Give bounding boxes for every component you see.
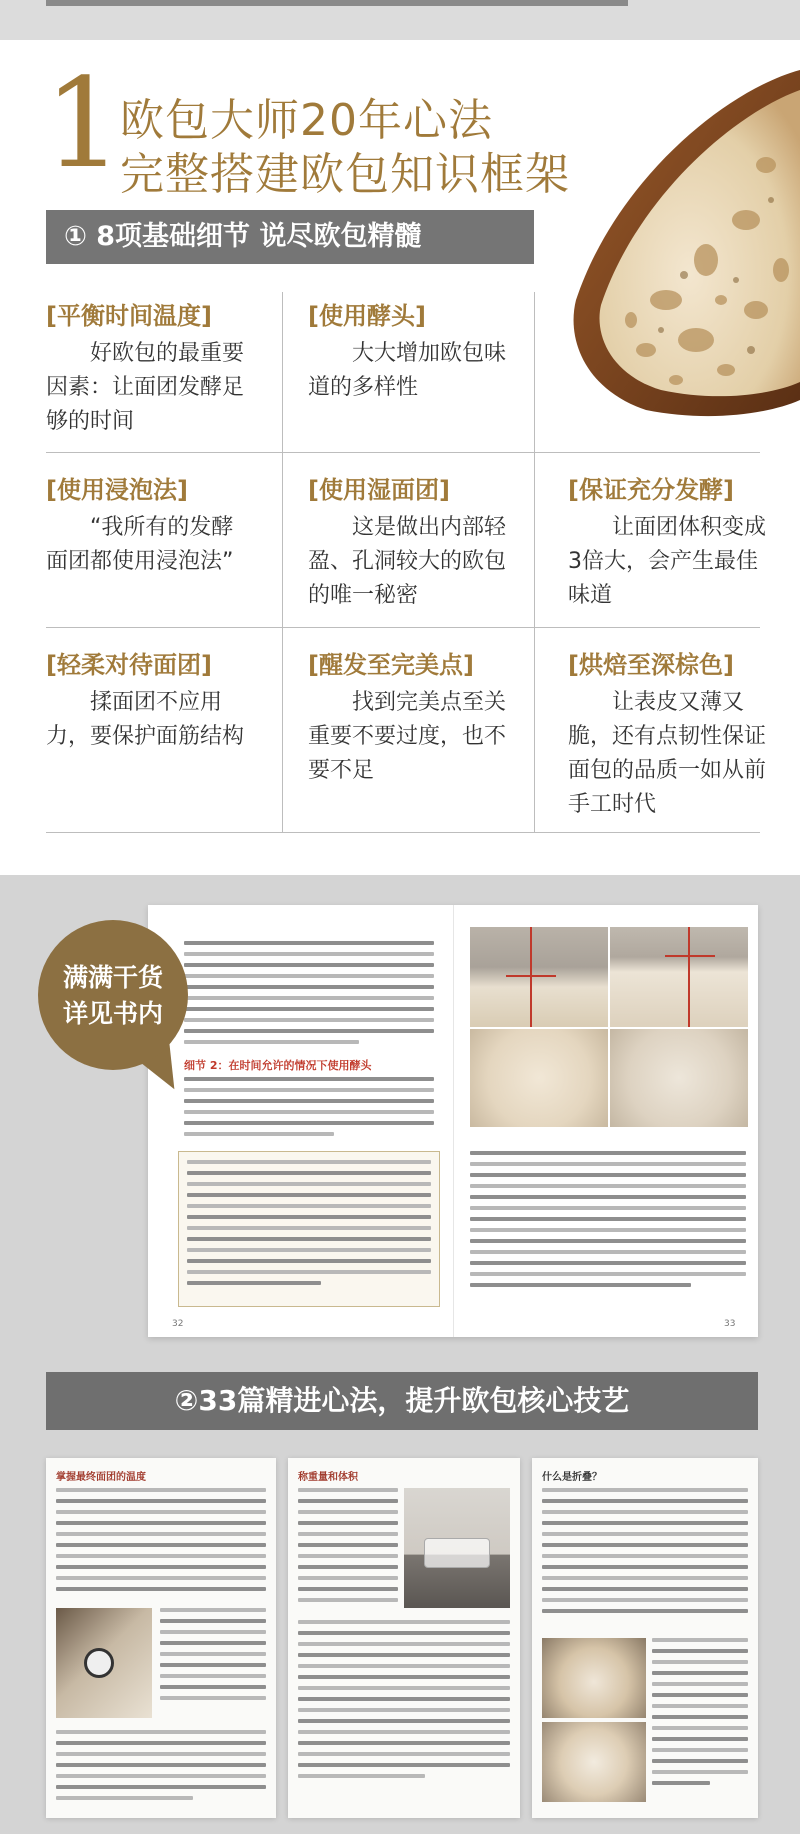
text-line	[187, 1226, 431, 1230]
text-line	[160, 1652, 266, 1656]
text-line	[298, 1576, 398, 1580]
text-line	[298, 1686, 510, 1690]
text-line	[542, 1554, 748, 1558]
text-line	[470, 1173, 746, 1177]
text-line	[184, 996, 434, 1000]
dough-photo-4	[610, 1029, 748, 1127]
text-line	[470, 1162, 746, 1166]
text-line	[56, 1543, 266, 1547]
badge-line-2: 详见书内	[62, 999, 163, 1028]
text-line	[187, 1281, 321, 1285]
text-line	[56, 1565, 266, 1569]
spread-heading: 称重量和体积	[298, 1472, 358, 1483]
left-page-text-mid	[184, 1077, 434, 1143]
tip-proof-perfect	[308, 645, 546, 788]
text-line	[542, 1499, 748, 1503]
tip-desc: 找到完美点至关重要不要过度，也不要不足	[308, 690, 507, 783]
text-line	[56, 1741, 266, 1745]
text-line	[187, 1248, 431, 1252]
text-line	[298, 1653, 510, 1657]
spread-text	[56, 1488, 266, 1598]
text-line	[652, 1693, 748, 1697]
text-line	[542, 1598, 748, 1602]
folding-photo-1	[542, 1638, 646, 1718]
headline-line-2: 完整搭建欧包知识框架	[120, 149, 570, 200]
text-line	[470, 1206, 746, 1210]
left-page-text-top	[184, 941, 434, 1051]
text-line	[187, 1270, 431, 1274]
badge-line-1: 满满干货	[62, 963, 163, 992]
text-line	[56, 1510, 266, 1514]
text-line	[184, 1040, 359, 1044]
folding-photo-2	[542, 1722, 646, 1802]
text-line	[298, 1521, 398, 1525]
text-line	[652, 1748, 748, 1752]
text-line	[187, 1182, 431, 1186]
text-line	[56, 1532, 266, 1536]
top-strip	[0, 0, 800, 40]
text-line	[542, 1543, 748, 1547]
text-line	[298, 1499, 398, 1503]
text-line	[652, 1660, 748, 1664]
text-line	[298, 1774, 425, 1778]
text-line	[184, 1088, 434, 1092]
measure-line	[665, 955, 715, 957]
text-line	[542, 1587, 748, 1591]
spread-text-bottom	[298, 1620, 510, 1785]
text-line	[56, 1763, 266, 1767]
text-line	[298, 1532, 398, 1536]
dough-photo-3	[470, 1029, 608, 1127]
subheading-basics: ① 8项基础细节 说尽欧包精髓	[46, 210, 534, 264]
tip-use-preferment	[308, 296, 546, 405]
text-line	[652, 1671, 748, 1675]
water-container	[424, 1538, 490, 1568]
spread-heading: 掌握最终面团的温度	[56, 1472, 146, 1483]
page-gutter	[453, 905, 454, 1337]
tip-gentle-handling	[46, 645, 284, 754]
text-line	[542, 1532, 748, 1536]
tip-desc: 大大增加欧包味道的多样性	[308, 341, 507, 400]
page-number-left: 32	[172, 1319, 184, 1329]
dough-photo-2	[610, 927, 748, 1027]
text-line	[56, 1554, 266, 1558]
text-line	[298, 1488, 398, 1492]
spread-heading: 什么是折叠？	[542, 1472, 602, 1483]
subheading-techniques: ②33篇精进心法，提升欧包核心技艺	[46, 1372, 758, 1430]
measure-tape	[530, 927, 532, 1027]
text-line	[298, 1719, 510, 1723]
text-line	[298, 1620, 510, 1624]
text-line	[184, 985, 434, 989]
headline-line-1: 欧包大师20年心法	[120, 95, 493, 146]
tip-title: [平衡时间温度]	[46, 302, 212, 330]
text-line	[56, 1796, 193, 1800]
text-line	[56, 1521, 266, 1525]
text-line	[56, 1730, 266, 1734]
text-line	[470, 1261, 746, 1265]
text-line	[187, 1171, 431, 1175]
text-line	[56, 1587, 266, 1591]
text-line	[187, 1193, 431, 1197]
tip-desc: 好欧包的最重要因素：让面团发酵足够的时间	[46, 341, 245, 434]
text-line	[652, 1781, 710, 1785]
text-line	[470, 1228, 746, 1232]
text-line	[542, 1510, 748, 1514]
tip-desc: 揉面团不应用力，要保护面筋结构	[46, 690, 245, 749]
grid-divider-h1	[46, 452, 760, 453]
text-line	[56, 1785, 266, 1789]
grid-divider-h2	[46, 627, 760, 628]
text-line	[298, 1554, 398, 1558]
spread-temperature	[46, 1458, 276, 1818]
text-line	[187, 1215, 431, 1219]
text-line	[187, 1204, 431, 1208]
text-line	[160, 1696, 266, 1700]
tip-title: [醒发至完美点]	[308, 651, 474, 679]
text-line	[160, 1641, 266, 1645]
text-line	[542, 1521, 748, 1525]
spread-text-side	[160, 1608, 266, 1707]
thermometer-dial	[84, 1648, 114, 1678]
tip-title: [使用浸泡法]	[46, 476, 188, 504]
tip-title: [使用酵头]	[308, 302, 426, 330]
tip-bake-dark-brown	[568, 645, 768, 822]
bread-loaf-image	[556, 70, 800, 420]
book-spread-preview	[148, 905, 758, 1337]
text-line	[160, 1630, 266, 1634]
text-line	[298, 1752, 510, 1756]
text-line	[652, 1737, 748, 1741]
text-line	[542, 1576, 748, 1580]
text-line	[542, 1488, 748, 1492]
tip-soaker-method	[46, 470, 284, 579]
tip-balance-time-temp	[46, 296, 284, 439]
right-page-text	[470, 1151, 746, 1294]
text-line	[184, 1099, 434, 1103]
spread-text-side	[652, 1638, 748, 1792]
text-line	[298, 1631, 510, 1635]
tip-wet-dough	[308, 470, 546, 613]
spread-folding	[532, 1458, 758, 1818]
tip-desc: 这是做出内部轻盈、孔洞较大的欧包的唯一秘密	[308, 515, 507, 608]
text-line	[470, 1239, 746, 1243]
sidebar-note-box	[178, 1151, 440, 1307]
text-line	[187, 1259, 431, 1263]
dough-photo-1	[470, 927, 608, 1027]
text-line	[652, 1649, 748, 1653]
text-line	[184, 1018, 434, 1022]
text-line	[298, 1598, 398, 1602]
text-line	[470, 1184, 746, 1188]
spread-weighing	[288, 1458, 520, 1818]
text-line	[298, 1675, 510, 1679]
text-line	[652, 1726, 748, 1730]
text-line	[184, 1007, 434, 1011]
text-line	[298, 1697, 510, 1701]
measure-line	[506, 975, 556, 977]
text-line	[184, 952, 434, 956]
text-line	[652, 1715, 748, 1719]
grid-divider-h3	[46, 832, 760, 833]
text-line	[298, 1587, 398, 1591]
text-line	[184, 1121, 434, 1125]
tip-title: [轻柔对待面团]	[46, 651, 212, 679]
text-line	[184, 1110, 434, 1114]
text-line	[187, 1237, 431, 1241]
text-line	[652, 1704, 748, 1708]
badge-dry-goods	[38, 920, 188, 1070]
text-line	[652, 1759, 748, 1763]
text-line	[160, 1663, 266, 1667]
text-line	[470, 1195, 746, 1199]
tip-title: [使用湿面团]	[308, 476, 450, 504]
tip-full-fermentation	[568, 470, 768, 613]
text-line	[184, 1029, 434, 1033]
text-line	[470, 1272, 746, 1276]
text-line	[298, 1543, 398, 1547]
text-line	[298, 1763, 510, 1767]
page-number-right: 33	[724, 1319, 736, 1329]
text-line	[56, 1576, 266, 1580]
text-line	[160, 1674, 266, 1678]
text-line	[652, 1682, 748, 1686]
text-line	[470, 1283, 691, 1287]
section-number: 1	[44, 52, 123, 196]
text-line	[184, 1132, 334, 1136]
text-line	[652, 1638, 748, 1642]
tip-desc: 让表皮又薄又脆，还有点韧性保证面包的品质一如从前手工时代	[568, 690, 767, 817]
text-line	[470, 1217, 746, 1221]
text-line	[542, 1609, 748, 1613]
tip-title: [保证充分发酵]	[568, 476, 734, 504]
measure-tape	[688, 927, 690, 1027]
text-line	[184, 974, 434, 978]
text-line	[184, 1077, 434, 1081]
spread-text-side	[298, 1488, 398, 1609]
tip-title: [烘焙至深棕色]	[568, 651, 734, 679]
text-line	[184, 963, 434, 967]
text-line	[652, 1770, 748, 1774]
spread-text-bottom	[56, 1730, 266, 1807]
tip-desc: 让面团体积变成3倍大，会产生最佳味道	[568, 515, 767, 608]
text-line	[298, 1565, 398, 1569]
text-line	[187, 1160, 431, 1164]
tip-desc: “我所有的发酵面团都使用浸泡法”	[46, 515, 234, 574]
text-line	[56, 1774, 266, 1778]
text-line	[160, 1608, 266, 1612]
page-section-heading: 细节 2：在时间允许的情况下使用酵头	[184, 1059, 372, 1072]
text-line	[542, 1565, 748, 1569]
spread-text	[542, 1488, 748, 1620]
scale-photo	[404, 1488, 510, 1608]
text-line	[298, 1730, 510, 1734]
text-line	[470, 1151, 746, 1155]
text-line	[298, 1708, 510, 1712]
text-line	[160, 1619, 266, 1623]
text-line	[56, 1752, 266, 1756]
text-line	[298, 1510, 398, 1514]
text-line	[298, 1664, 510, 1668]
text-line	[160, 1685, 266, 1689]
text-line	[184, 941, 434, 945]
top-strip-bar	[46, 0, 628, 6]
text-line	[298, 1642, 510, 1646]
thermometer-photo	[56, 1608, 152, 1718]
text-line	[56, 1488, 266, 1492]
text-line	[56, 1499, 266, 1503]
text-line	[298, 1741, 510, 1745]
text-line	[470, 1250, 746, 1254]
